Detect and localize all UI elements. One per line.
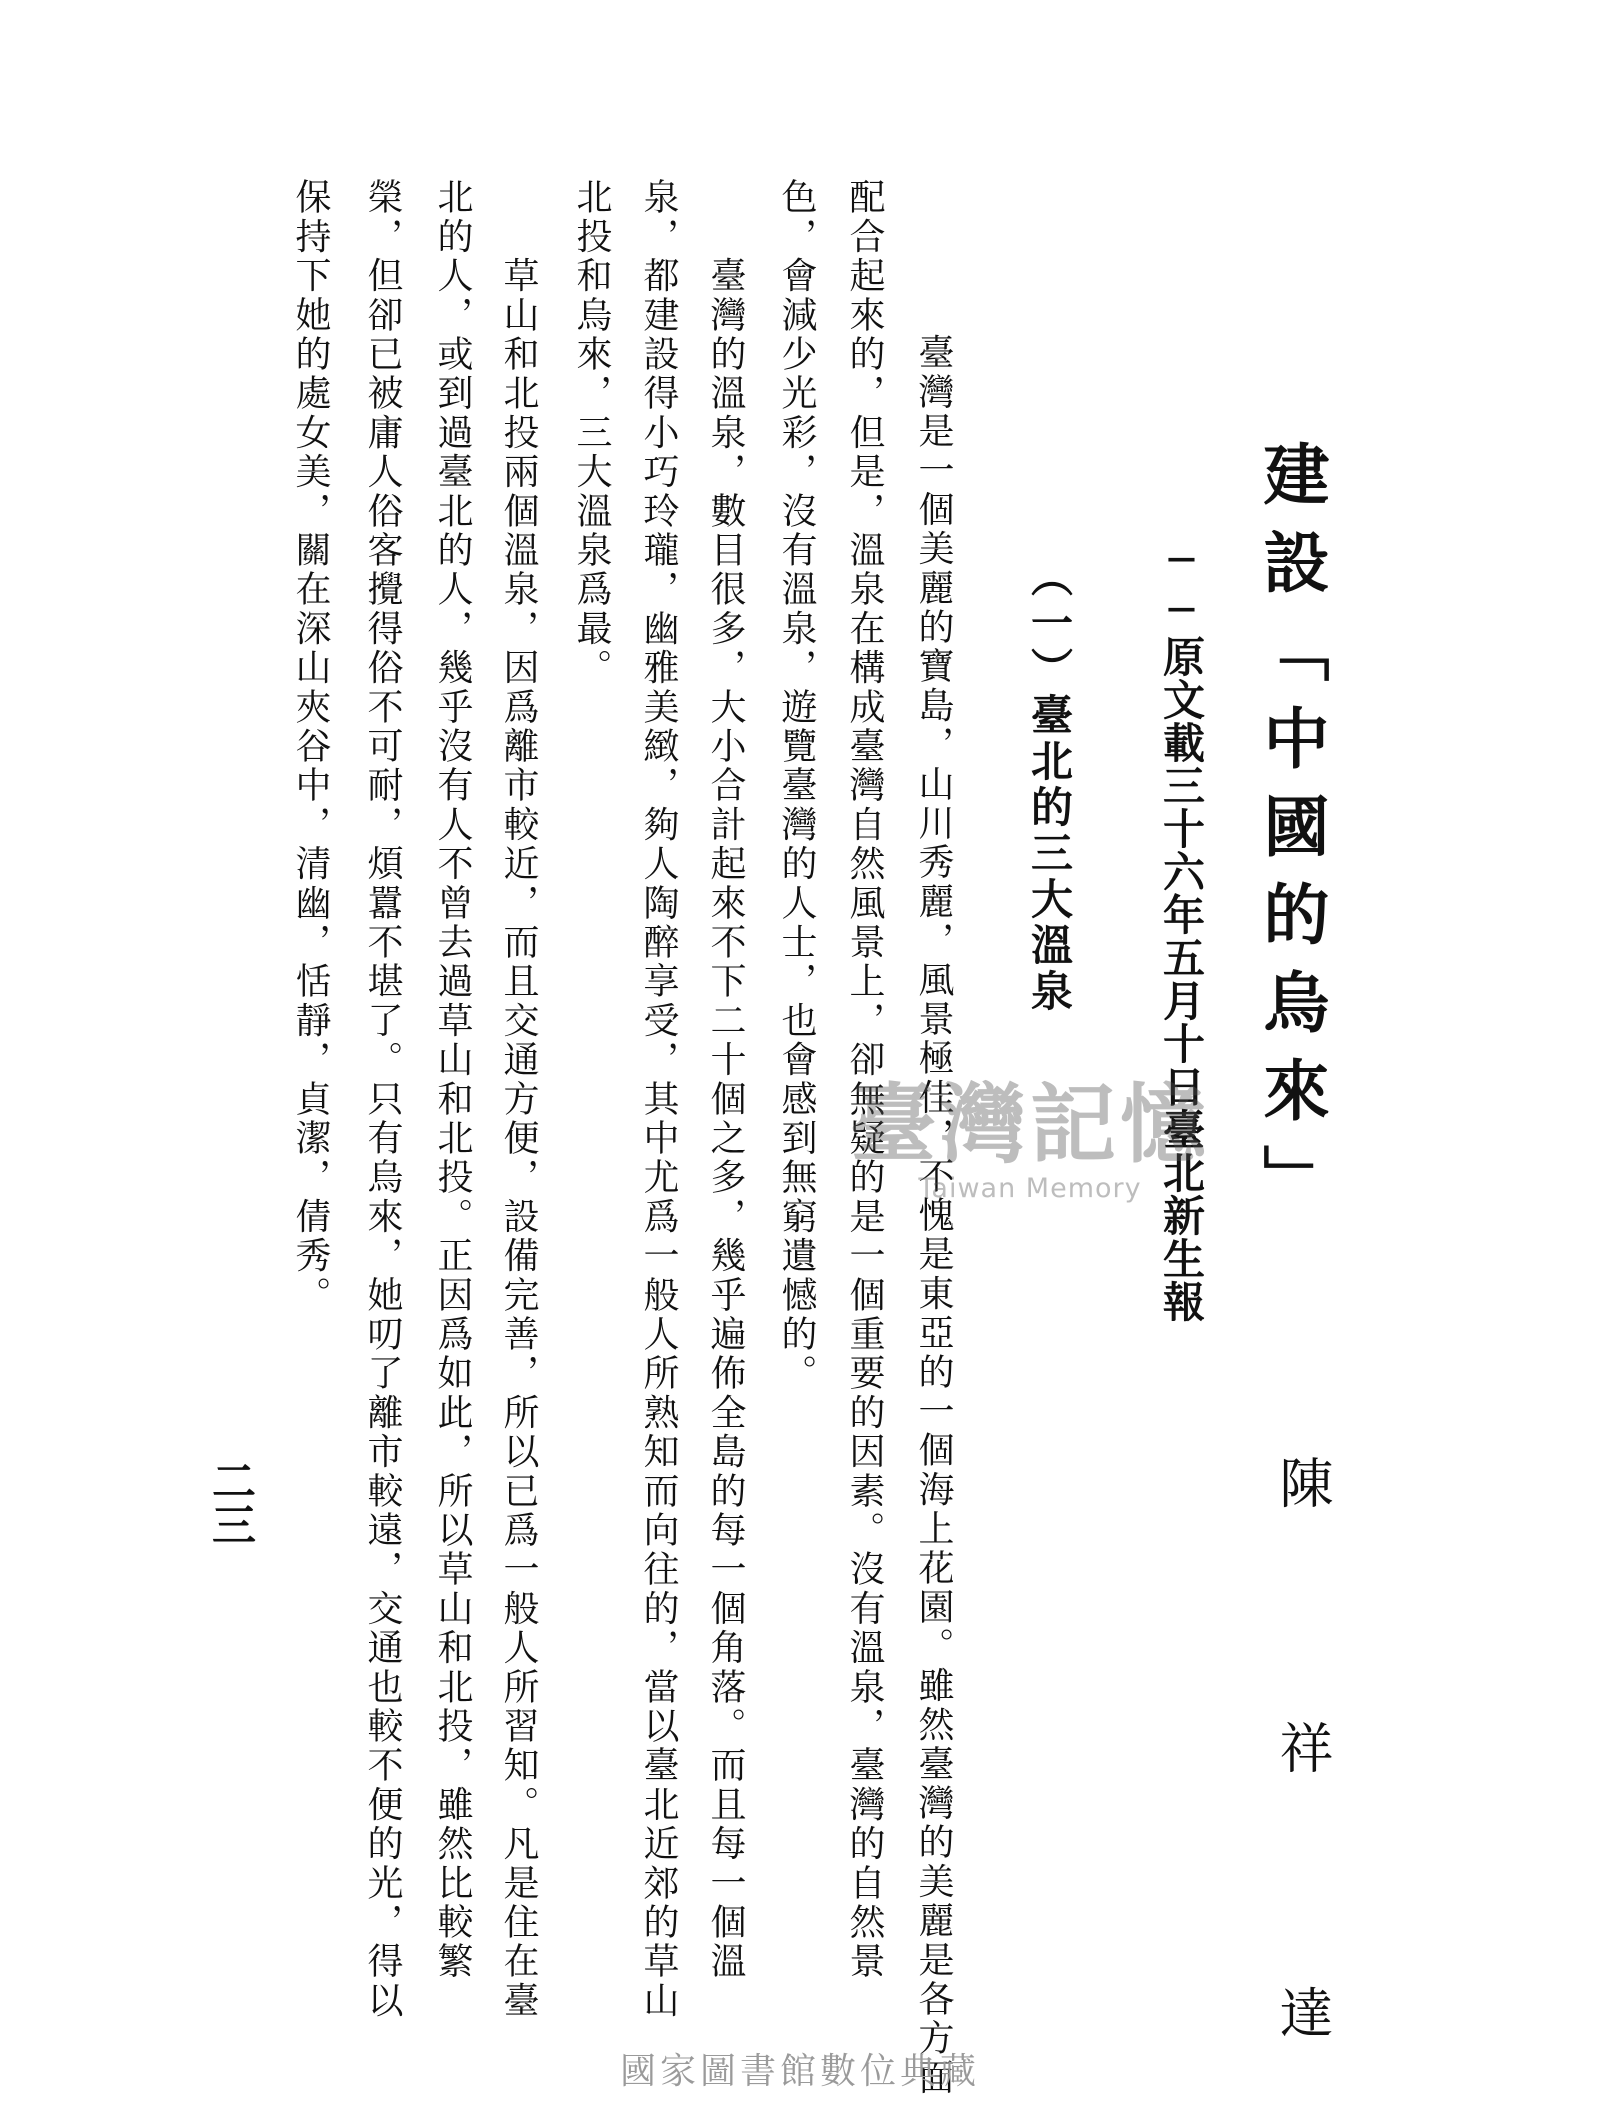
section-heading: （一）臺北的三大溫泉 xyxy=(1025,555,1074,1015)
body-line: 榮，但卻已被庸人俗客攪得俗不可耐，煩囂不堪了。只有烏來，她叨了離市較遠，交通也較不便的光，得以 xyxy=(362,178,403,2021)
body-line: 配合起來的，但是，溫泉在構成臺灣自然風景上，卻無疑的是一個重要的因素。沒有溫泉，臺灣的自然景 xyxy=(844,178,885,1982)
page-number: 二三 xyxy=(204,1458,255,1546)
body-line: 泉，都建設得小巧玲瓏，幽雅美緻，夠人陶醉享受，其中尤爲一般人所熟知而向往的，當以臺北近郊的草山 xyxy=(638,178,679,2021)
watermark-chinese: 臺灣記憶 xyxy=(850,1074,1210,1175)
taiwan-memory-watermark xyxy=(820,1055,1240,1204)
author-name: 陳 祥 達 xyxy=(1271,1455,1334,2113)
source-note: ──原文載三十六年五月十日臺北新生報 xyxy=(1157,535,1206,1323)
body-line: 臺灣是一個美麗的寶島，山川秀麗，風景極佳，不愧是東亞的一個海上花園。雖然臺灣的美麗是各方面 xyxy=(913,255,954,2098)
article-title: 建設「中國的烏來」 xyxy=(1252,440,1330,1232)
watermark-english: Taiwan Memory xyxy=(918,1173,1142,1204)
body-line: 北投和烏來，三大溫泉爲最。 xyxy=(571,178,612,688)
body-line: 保持下她的處女美，關在深山夾谷中，清幽，恬靜，貞潔，倩秀。 xyxy=(290,178,331,1315)
body-line: 臺灣的溫泉，數目很多，大小合計起來不下二十個之多，幾乎遍佈全島的每一個角落。而且每一個溫 xyxy=(705,178,746,1982)
body-line: 色，會減少光彩，沒有溫泉，遊覽臺灣的人士，也會感到無窮遺憾的。 xyxy=(776,178,817,1394)
library-footer: 國家圖書館數位典藏 xyxy=(619,2051,980,2092)
body-line: 北的人，或到過臺北的人，幾乎沒有人不曾去過草山和北投。正因爲如此，所以草山和北投，雖然比較繁 xyxy=(432,178,473,1982)
body-line: 草山和北投兩個溫泉，因爲離市較近，而且交通方便，設備完善，所以已爲一般人所習知。凡是住在臺 xyxy=(498,178,539,2021)
